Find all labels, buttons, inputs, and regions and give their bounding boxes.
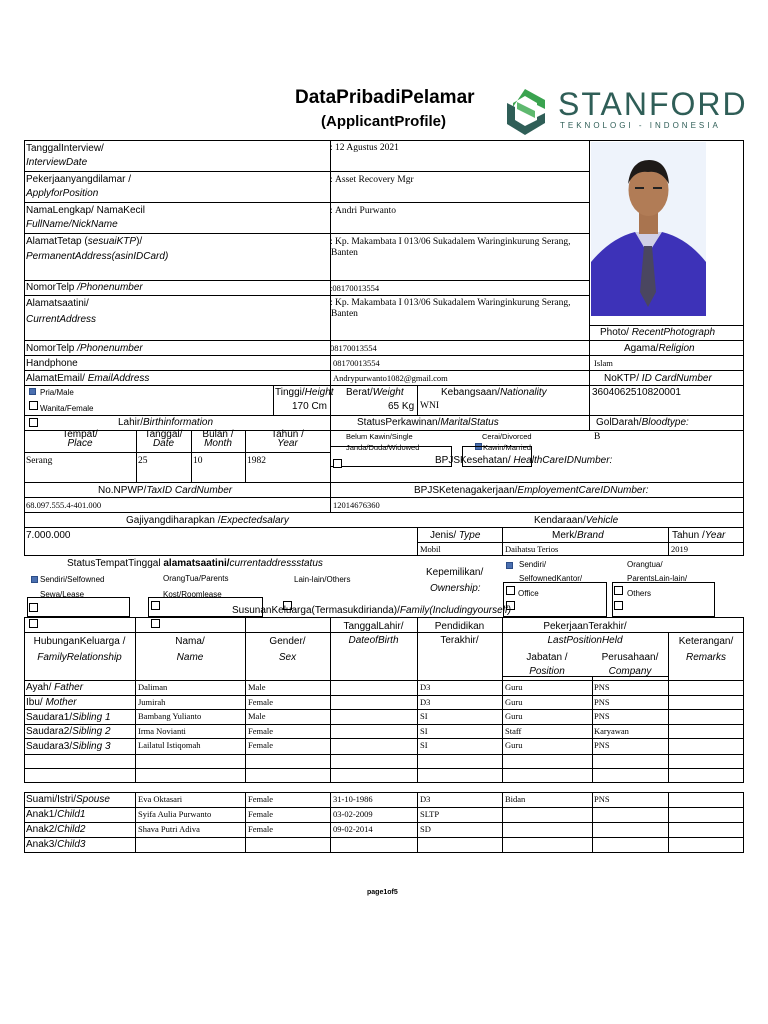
family-header-edu: Pendidikan Terakhir/ — [434, 621, 485, 646]
interview-date-label-en: InterviewDate — [26, 157, 88, 168]
name-label: NamaLengkap/ NamaKecil — [26, 205, 145, 216]
male-checkbox[interactable] — [29, 388, 36, 395]
nationality-value: WNI — [420, 401, 439, 411]
page-subtitle: (ApplicantProfile) — [321, 113, 447, 130]
email-value: Andrypurwanto1082@gmail.com — [333, 373, 448, 383]
idcard-value: 3604062510820001 — [592, 387, 681, 398]
page-number: page1of5 — [367, 889, 398, 896]
ownership-checkbox-4[interactable] — [614, 601, 623, 610]
nationality-label: Kebangsaan/Nationality — [441, 387, 547, 398]
logo-name: STANFORD — [558, 86, 748, 122]
vehicle-brand-value: Daihatsu Terios — [505, 544, 559, 554]
interview-date-value: 12 Agustus 2021 — [335, 143, 399, 153]
ownership-label-en: Ownership: — [430, 583, 481, 594]
form-page: DataPribadiPelamar (ApplicantProfile) STANFORD TEKNOLOGI - INDONESIA TanggalInterview/ InterviewDate : 12 Agustus 2021 Pekerjaanyangdilamar / ApplyforPosition : Asset Recovery Mgr NamaLengkap/ NamaKecil FullName/NickName : Andri Purwanto AlamatTetap (sesuaiKTP)/ PermanentAddress(asinIDCard) : Kp. Makambata I 013/06 Sukadalem Waringinkurung Serang, Banten NomorTelp /Phonenumber :08170013554 Alamatsaatini/ CurrentAddress : Kp. Makambata I 013/06 Sukadalem Waringinkurung Serang, Banten Photo/ RecentPhotograph NomorTelp /Phonenumber 08170013554 Agama/Religion Handphone 08170013554 Islam AlamatEmail/ EmailAddress Andrypurwanto1082@gmail.com NoKTP/ ID CardNumber Pria/Male Wanita/Female Tinggi/Height 170 Cm Berat/Weight 65 Kg Kebangsaan/Nationality WNI 3604062510820001 Lahir/Birthinformation StatusPerkawinan/MaritalStatus GolDarah/Bloodtype: Tempat/ Place Tanggal/ Date Bulan / Month Tahun / Year Serang 25 10 1982 Belum Kawin/Single Cerai/Divorced Janda/Duda/Widowed Kawin/Married B BPJSKesehatan/ HealthCareIDNumber: No.NPWP/TaxID CardNumber BPJSKetenagakerjaan/EmployementCareIDNumber: 68.097.555.4-401.000 12014676360 Gajiyangdiharapkan /Expectedsalary Kendaraan/Vehicle 7.000.000 Jenis/ Type Merk/Brand Tahun /Year Mobil Daihatsu Terios 2019 StatusTempatTinggal alamatsaatini/currentaddressstatus Sendiri/Selfowned OrangTua/Parents Lain-lain/Others Sewa/Lease Kost/Roomlease Kepemilikan/ Ownership: Sendiri/ SelfownedKantor/ Orangtua/ ParentsLain-lain/ Office Others SusunanKeluarga(Termasukdirianda)/Family(Includingyourself) HubunganKeluarga / FamilyRelationship Nama/ Name Gender/ Sex TanggalLahir/ DateofBirth Pendidikan Terakhir/ PekerjaanTerakhir/ LastPositionHeld Jabatan / Position Perusahaan/ Company Keterangan/ Remarks Ayah/ Father Daliman Male D3 Guru PNS Ibu/ Mother Jumirah Female D3 Guru PNS Saudara1/Sibling 1 Bambang Yulianto Male SI Guru PNS Saudara2/Sibling 2 Irma Novianti Female SI Staff Karyawan Saudara3/Sibling 3 Lailatul Istiqomah Female SI Guru PNS Suami/Istri/Spouse Eva Oktasari Female 31-10-1986 D3 Bidan PNS Anak1/Child1 Syifa Aulia Purwanto Female 03-02-2009 SLTP Anak2/Child2 Shava Putri Adiva Female 09-02-2014 SD Anak3/Child3 page1of5 — [0, 0, 768, 1024]
birth-label: Lahir/Birthinformation — [118, 417, 214, 428]
family-header-dob: TanggalLahir/ DateofBirth — [343, 621, 404, 646]
residence-kost-label: Kost/Roomlease — [163, 590, 222, 599]
residence-self-label: Sendiri/Selfowned — [40, 575, 105, 584]
residence-label: StatusTempatTinggal alamatsaatini/currentaddressstatus — [67, 558, 323, 569]
residence-box-1 — [27, 597, 130, 617]
email-label: AlamatEmail/ EmailAddress — [26, 373, 150, 384]
residence-others-label: Lain-lain/Others — [294, 575, 351, 584]
blood-label: GolDarah/Bloodtype: — [596, 417, 689, 428]
vehicle-type-header: Jenis/ Type — [430, 530, 481, 541]
bpjs-emp-label: BPJSKetenagakerjaan/EmployementCareIDNumber: — [414, 485, 649, 496]
vehicle-year-header: Tahun /Year — [672, 530, 726, 541]
name-label-en: FullName/NickName — [26, 219, 118, 230]
marital-box-left — [330, 446, 452, 467]
phone2-value: 08170013554 — [330, 343, 377, 353]
family-header-company: Perusahaan/ Company — [601, 652, 659, 677]
bpjs-emp-value: 12014676360 — [333, 500, 380, 510]
birth-place-value: Serang — [26, 456, 53, 466]
family-checkbox-1[interactable] — [29, 619, 38, 628]
salary-label: Gajiyangdiharapkan /Expectedsalary — [126, 515, 289, 526]
residence-rent-checkbox[interactable] — [29, 603, 38, 612]
family-header-position: Jabatan / Position — [526, 652, 568, 677]
family-header-remarks: Keterangan/ Remarks — [678, 636, 734, 663]
male-label: Pria/Male — [40, 388, 74, 397]
logo-tagline: TEKNOLOGI - INDONESIA — [560, 121, 721, 130]
birth-date-header: Tanggal/ Date — [144, 429, 183, 449]
position-value: Asset Recovery Mgr — [335, 175, 414, 185]
family-header-name: Nama/ Name — [175, 636, 205, 663]
ownership-box-2 — [612, 582, 715, 617]
position-label: Pekerjaanyangdilamar / — [26, 174, 132, 185]
ownership-self-label: Sendiri/ — [519, 560, 547, 569]
height-value: 170 Cm — [292, 401, 328, 412]
family-header-job: PekerjaanTerakhir/ LastPositionHeld — [543, 621, 627, 646]
birth-place-header: Tempat/ Place — [62, 429, 98, 449]
family-header-relation: HubunganKeluarga / FamilyRelationship — [33, 636, 126, 663]
ownership-office-label: Office — [518, 589, 539, 598]
vehicle-brand-header: Merk/Brand — [552, 530, 604, 541]
phone1-label: NomorTelp /Phonenumber — [26, 282, 143, 293]
ownership-parent-label: Orangtua/ — [627, 560, 663, 569]
current-address-value: Kp. Makambata I 013/06 Sukadalem Waringinkurung Serang, Banten — [331, 298, 571, 319]
birth-month-value: 10 — [193, 456, 203, 466]
birth-year-value: 1982 — [247, 456, 266, 466]
interview-date-label: TanggalInterview/ — [26, 143, 104, 154]
vehicle-year-value: 2019 — [671, 544, 688, 554]
npwp-label: No.NPWP/TaxID CardNumber — [98, 485, 233, 496]
residence-rent-label: Sewa/Lease — [40, 590, 85, 599]
ownership-box-1 — [503, 582, 607, 617]
residence-kost-checkbox[interactable] — [151, 601, 160, 610]
birth-year-header: Tahun / Year — [271, 429, 304, 449]
birth-checkbox[interactable] — [29, 418, 38, 427]
permanent-address-label-en: PermanentAddress(asinIDCard) — [26, 251, 169, 262]
permanent-address-value: Kp. Makambata I 013/06 Sukadalem Waringinkurung Serang, Banten — [331, 237, 571, 258]
applicant-photo — [591, 142, 706, 316]
current-address-label-en: CurrentAddress — [26, 314, 97, 325]
interview-date-colon: : — [330, 143, 333, 153]
page-title: DataPribadiPelamar — [295, 87, 475, 108]
handphone-label: Handphone — [26, 358, 78, 369]
ownership-other-label: Others — [627, 589, 652, 598]
vehicle-type-value: Mobil — [420, 544, 441, 554]
residence-parents-label: OrangTua/Parents — [163, 574, 229, 583]
ownership-self-checkbox[interactable] — [506, 562, 513, 569]
salary-value: 7.000.000 — [26, 530, 71, 541]
female-checkbox[interactable] — [29, 401, 38, 410]
ownership-parent-label-2: ParentsLain-lain/ — [627, 574, 688, 583]
vehicle-label: Kendaraan/Vehicle — [534, 515, 619, 526]
position-label-en: ApplyforPosition — [26, 188, 99, 199]
current-address-label: Alamatsaatini/ — [26, 298, 89, 309]
female-label: Wanita/Female — [40, 404, 94, 413]
marital-single-label: Belum Kawin/Single — [346, 432, 413, 441]
npwp-value: 68.097.555.4-401.000 — [26, 500, 102, 510]
family-checkbox-2[interactable] — [151, 619, 160, 628]
family-header-gender: Gender/ Sex — [269, 636, 306, 663]
idcard-label: NoKTP/ ID CardNumber — [604, 373, 712, 384]
ownership-label: Kepemilikan/ — [426, 567, 484, 578]
marital-married-label: Kawin/Married — [483, 443, 531, 452]
marital-widowed-label: Janda/Duda/Widowed — [346, 443, 420, 452]
family-title: SusunanKeluarga(Termasukdirianda)/Family(Includingyourself) — [232, 605, 512, 616]
blood-value: B — [594, 432, 601, 442]
handphone-value: 08170013554 — [333, 358, 380, 368]
ownership-self-label-2: SelfownedKantor/ — [519, 574, 583, 583]
photo-caption: Photo/ RecentPhotograph — [600, 327, 716, 338]
phone1-value: :08170013554 — [330, 283, 380, 293]
height-label: Tinggi/Height — [275, 387, 334, 398]
marital-divorced-label: Cerai/Divorced — [482, 432, 532, 441]
religion-label: Agama/Religion — [624, 343, 695, 354]
weight-label: Berat/Weight — [346, 387, 404, 398]
bpjs-checkbox[interactable] — [333, 459, 342, 468]
phone2-label: NomorTelp /Phonenumber — [26, 343, 143, 354]
name-value: Andri Purwanto — [335, 206, 396, 216]
birth-month-header: Bulan / Month — [202, 429, 234, 449]
residence-self-checkbox[interactable] — [31, 576, 38, 583]
religion-value: Islam — [594, 358, 613, 368]
bpjs-health-label: BPJSKesehatan/ HealthCareIDNumber: — [435, 455, 613, 466]
birth-date-value: 25 — [138, 456, 148, 466]
permanent-address-label: AlamatTetap (sesuaiKTP)/ — [26, 236, 143, 247]
weight-value: 65 Kg — [388, 401, 415, 412]
marital-label: StatusPerkawinan/MaritalStatus — [357, 417, 499, 428]
